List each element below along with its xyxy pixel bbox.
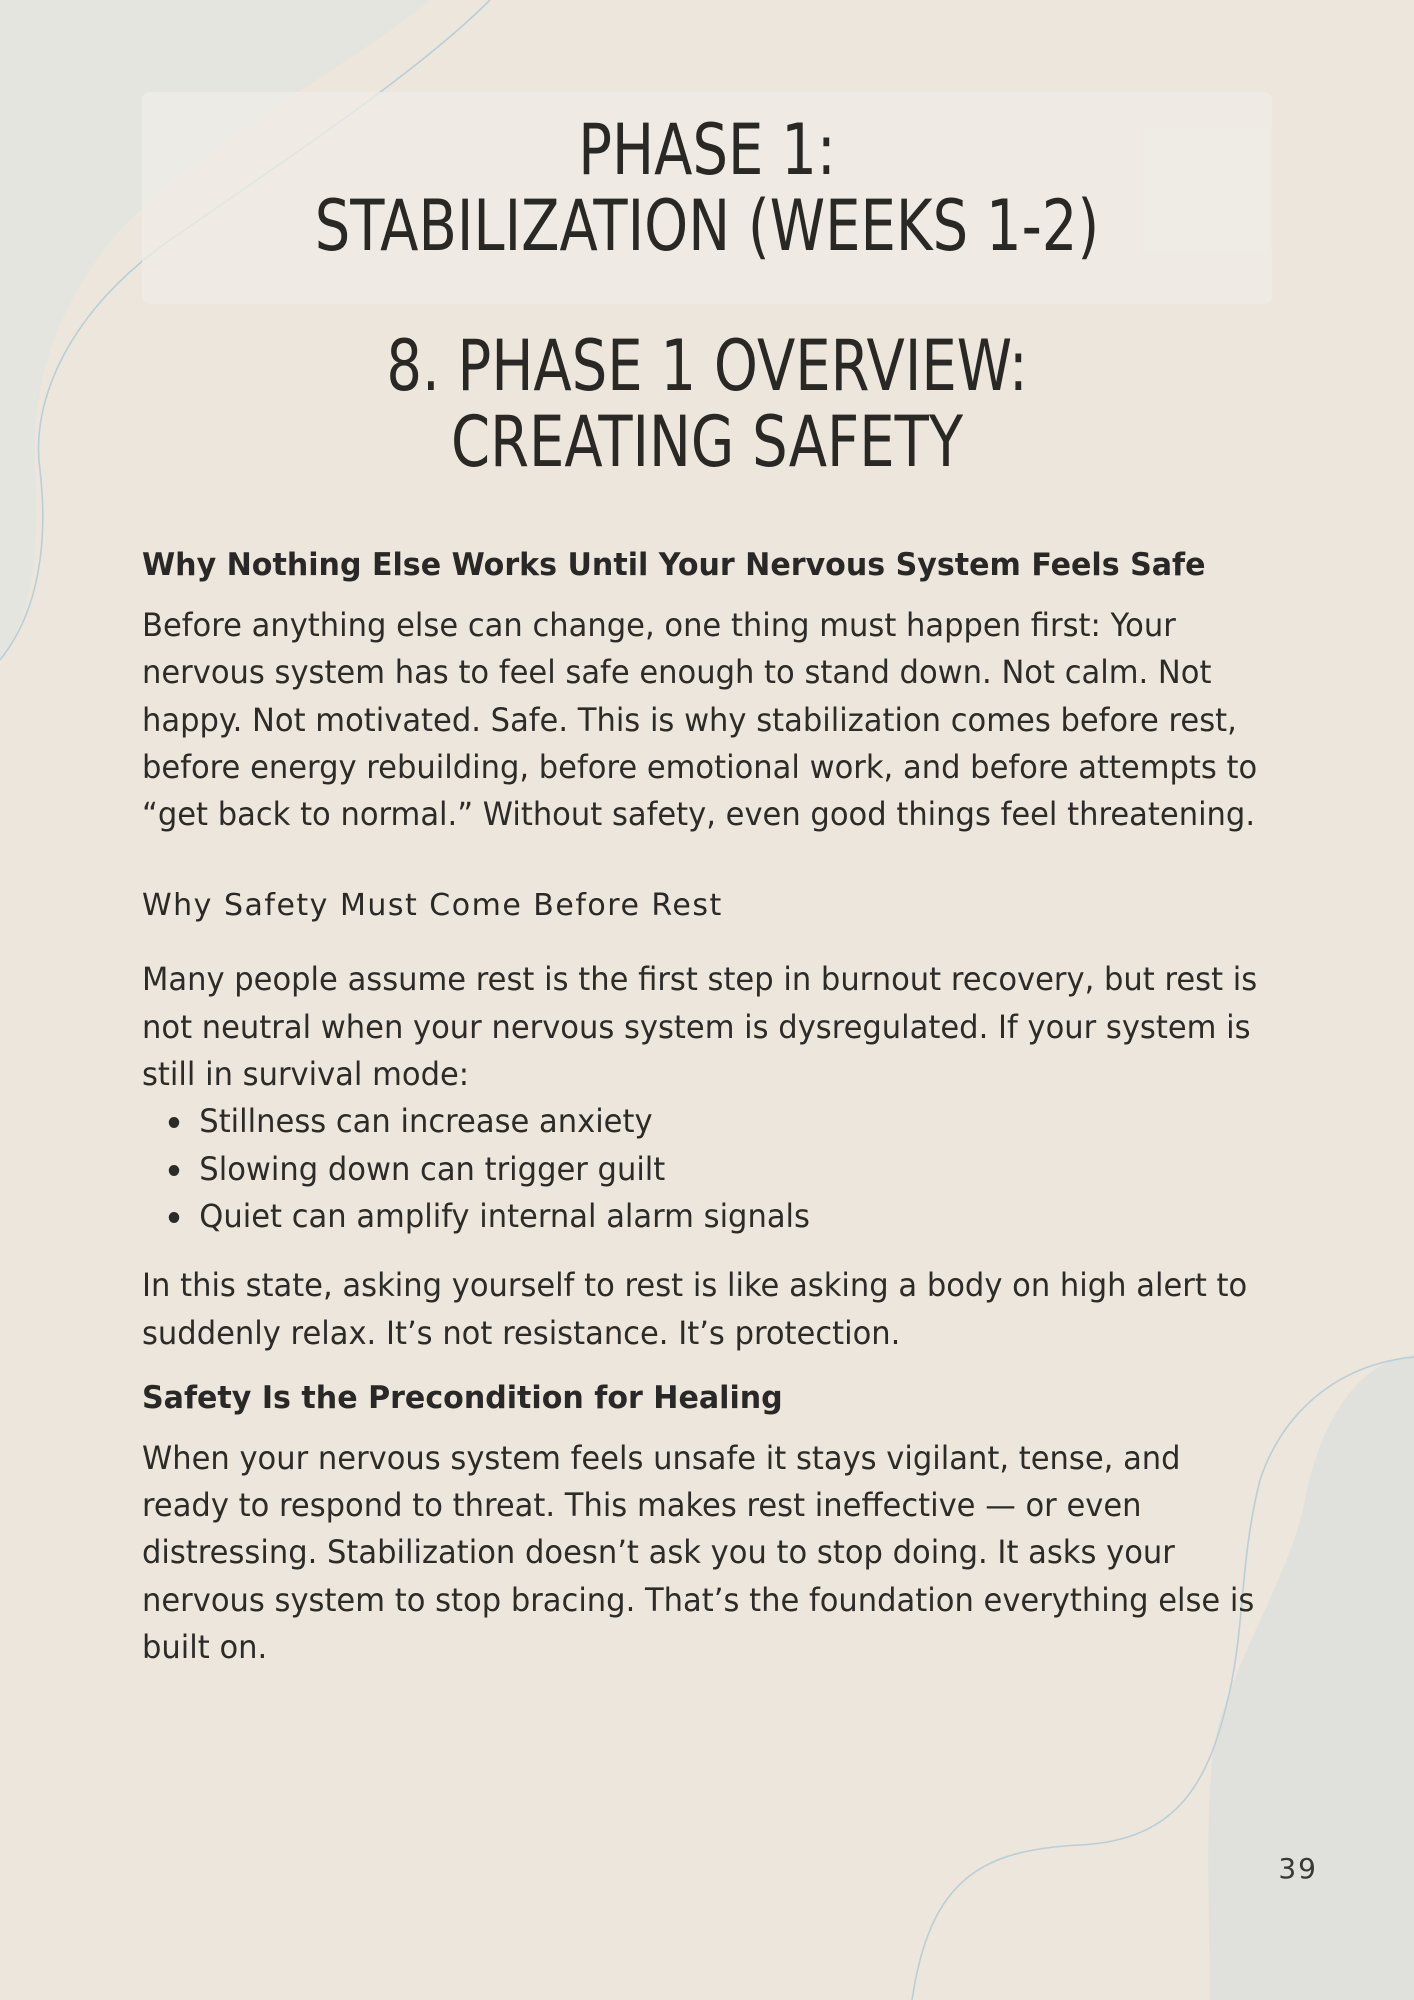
- section-title: [255, 325, 1159, 483]
- phase-title-line-2: STABILIZATION (WEEKS 1-2): [314, 185, 1100, 267]
- page-number: 39: [1278, 1852, 1318, 1885]
- paragraph-protection: In this state, asking yourself to rest is like asking a body on high alert to suddenly relax. It’s not resistance. It’s protection.: [142, 1266, 1248, 1352]
- paragraph-intro: Before anything else can change, one thing must happen first: Your nervous system has to feel safe enough to stand down. Not calm. Not happy. Not motivated. Safe. This is why stabilization comes before rest, before energy rebuilding, before emotional work, and before attempts to “get back to normal.” Without safety, even good things feel threatening.: [142, 606, 1258, 834]
- bullet-item: Quiet can amplify internal alarm signals: [199, 1193, 1221, 1240]
- section-title-line-2: CREATING SAFETY: [450, 401, 964, 483]
- heading-safety-precondition: Safety Is the Precondition for Healing: [142, 1379, 783, 1416]
- paragraph-foundation: When your nervous system feels unsafe it stays vigilant, tense, and ready to respond to threat. This makes rest ineffective — or even distressing. Stabilization doesn’t ask you to stop doing. It asks your nervous system to stop bracing. That’s the foundation everything else is built on.: [142, 1438, 1255, 1667]
- paragraph-rest-not-neutral: Many people assume rest is the first step in burnout recovery, but rest is not neutral when your nervous system is dysregulated. If your system is still in survival mode:: [142, 960, 1258, 1094]
- phase-title: [255, 109, 1159, 267]
- heading-why-nothing-else-works: Why Nothing Else Works Until Your Nervous System Feels Safe: [142, 547, 1206, 583]
- section-title-line-1: 8. PHASE 1 OVERVIEW:: [386, 325, 1028, 407]
- bullet-list: [142, 1098, 1221, 1240]
- bullet-item: Slowing down can trigger guilt: [199, 1146, 1221, 1193]
- page-content: [142, 540, 1272, 1671]
- bullet-item: Stillness can increase anxiety: [199, 1098, 1221, 1145]
- subheading-safety-before-rest: Why Safety Must Come Before Rest: [142, 888, 723, 924]
- phase-title-line-1: PHASE 1:: [578, 109, 836, 191]
